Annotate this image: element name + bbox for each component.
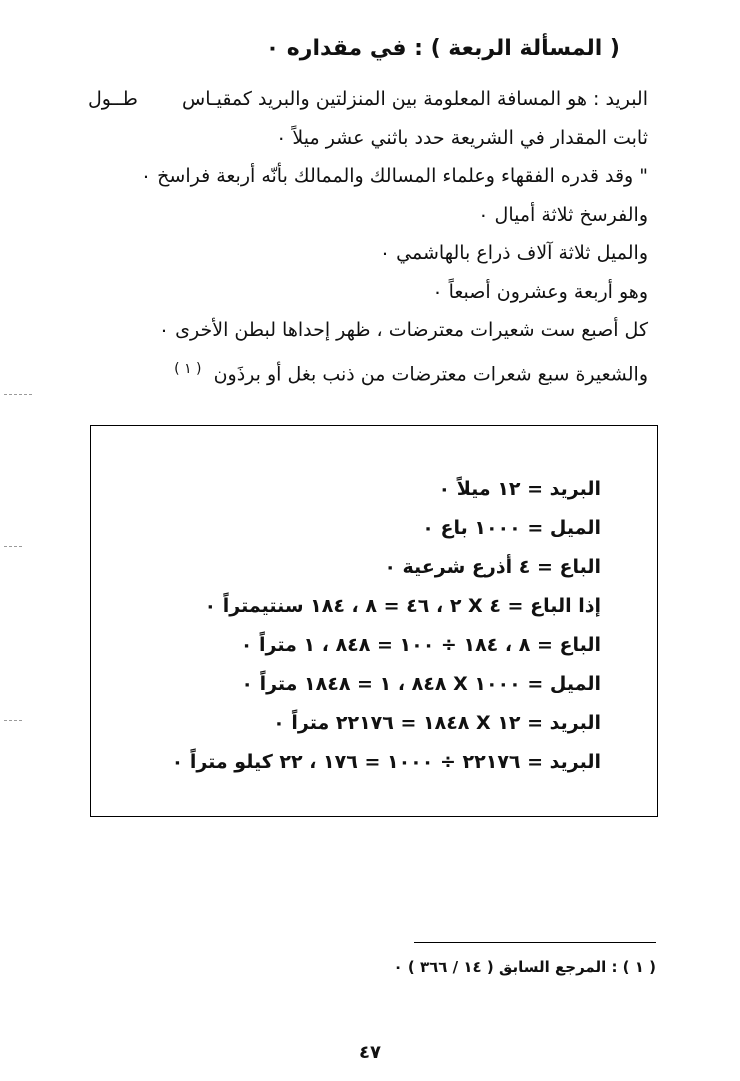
paragraph-line-end: طــول (88, 88, 138, 110)
paragraph-line-start: البريد : هو المسافة المعلومة بين المنزلتين والبريد كمقيـاس (182, 88, 648, 110)
calculation-line: الميل = ١٠٠٠ باع ٠ (422, 517, 601, 539)
calculation-line: البريد = ١٢ X ١٨٤٨ = ٢٢١٧٦ متراً ٠ (273, 712, 601, 734)
paragraph-line: والميل ثلاثة آلاف ذراع بالهاشمي ٠ (379, 242, 648, 264)
calculation-line: الباع = ٤ أذرع شرعية ٠ (384, 556, 601, 578)
calculation-box (90, 425, 658, 817)
paragraph-line: والفرسخ ثلاثة أميال ٠ (478, 203, 648, 226)
section-heading: ( المسألة الربعة ) : في مقداره ٠ (265, 36, 620, 61)
calculation-line: الميل = ١٠٠٠ X ٨٤٨ ، ١ = ١٨٤٨ متراً ٠ (241, 673, 601, 695)
footnote-reference: ( ١ ) (174, 360, 202, 377)
paragraph-line (88, 350, 648, 389)
margin-mark (4, 546, 22, 547)
margin-mark (4, 720, 22, 721)
calculation-line: إذا الباع = ٤ X ٢ ، ٤٦ = ٨ ، ١٨٤ سنتيمتراً ٠ (204, 595, 601, 617)
paragraph-last-line: والشعيرة سبع شعرات معترضات من ذنب بغل أو برذَون (213, 362, 648, 385)
calculation-line: الباع = ٨ ، ١٨٤ ÷ ١٠٠ = ٨٤٨ ، ١ متراً ٠ (240, 634, 601, 656)
calculation-line: البريد = ١٢ ميلاً ٠ (438, 478, 601, 500)
footnote: ( ١ ) : المرجع السابق ( ١٤ / ٣٦٦ ) ٠ (393, 958, 656, 976)
paragraph-line: وهو أربعة وعشرون أصبعاً ٠ (432, 280, 648, 303)
paragraph-line (88, 80, 648, 119)
paragraph-line: كل أصبع ست شعيرات معترضات ، ظهر إحداها لبطن الأخرى ٠ (158, 319, 648, 341)
body-paragraph (88, 80, 648, 388)
calculation-lines (172, 470, 601, 782)
paragraph-line: ثابت المقدار في الشريعة حدد باثني عشر ميلاً ٠ (276, 126, 648, 149)
margin-mark (4, 394, 32, 395)
paragraph-line: " وقد قدره الفقهاء وعلماء المسالك والممالك بأنّه أربعة فراسخ ٠ (140, 165, 648, 187)
calculation-line: البريد = ٢٢١٧٦ ÷ ١٠٠٠ = ١٧٦ ، ٢٢ كيلو متراً ٠ (171, 751, 601, 773)
footnote-divider (414, 942, 656, 943)
page-number: ٤٧ (359, 1042, 381, 1063)
